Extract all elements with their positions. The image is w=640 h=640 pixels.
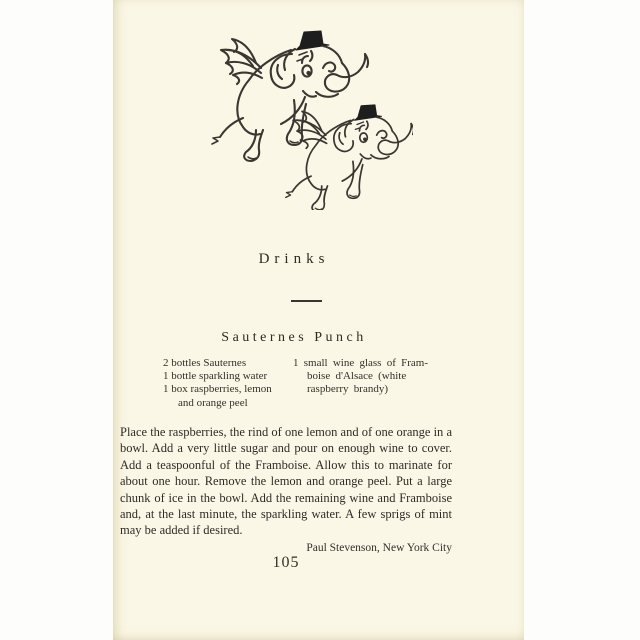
recipe-title: Sauternes Punch [221,330,367,345]
ingredient-line: 1 bottle sparkling water [163,370,268,383]
elephants-illustration [185,28,413,210]
recipe-instructions: Place the raspberries, the rind of one lemon and of one orange in a bowl. Add a very little sugar and pour on enough wine to cover. Add a teaspoonful of the Framboise. Allow this to marinate for about one hour. Remove the lemon and orange peel. Put a large chunk of ice in the bowl. Add the remaining wine and Framboise and, at the last minute, the sparkling water. A few sprigs of mint may be added if desired. [120,425,452,538]
ingredients-block [120,357,452,410]
ingredient-line: 1 box raspberries, lemon [163,383,272,396]
ingredient-line: raspberry brandy) [307,383,388,396]
ingredient-line: boise d'Alsace (white [307,370,407,383]
section-divider-rule [291,300,322,302]
flying-elephant-small [286,105,413,210]
ingredient-line: 2 bottles Sauternes [163,357,247,369]
book-page [113,0,524,640]
section-title: Drinks [258,251,330,267]
recipe-attribution: Paul Stevenson, New York City [306,542,452,554]
ingredients-left-column [163,357,272,410]
page-number: 105 [272,554,300,571]
ingredient-line: and orange peel [178,396,248,409]
flying-elephant-large [212,31,368,161]
ingredients-right-column [293,357,455,397]
ingredient-line: 1 small wine glass of Fram- [293,357,429,369]
